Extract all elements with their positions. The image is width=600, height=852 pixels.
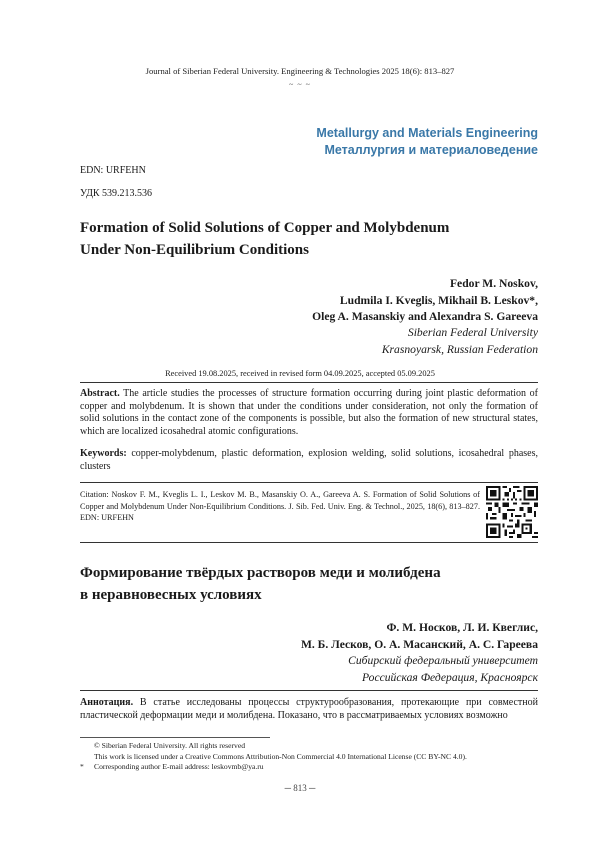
title-ru-line-1: Формирование твёрдых растворов меди и молибдена (80, 565, 441, 581)
keywords-label: Keywords: (80, 448, 127, 459)
footnote-copyright: © Siberian Federal University. All rights reserved (94, 741, 245, 750)
article-title-en (80, 217, 520, 261)
title-en-line-2: Under Non-Equilibrium Conditions (80, 242, 309, 258)
affiliation-ru (348, 653, 538, 686)
abstract-en-text: The article studies the processes of structure formation occurring during joint plastic deformation of copper and molybdenum. It is shown that under the conditions under consideration, not only the formation of solid solutions in the contact zone of the components is possible, but also the formation of new structural states, which are localized icosahedral atomic configurations. (80, 388, 538, 437)
journal-header: Journal of Siberian Federal University. Engineering & Technologies 2025 18(6): 813–827 (145, 66, 455, 76)
authors-ru-line-2: М. Б. Лесков, О. А. Масанский, А. С. Гареева (300, 637, 538, 651)
abstract-en-label: Abstract. (80, 388, 120, 399)
divider-citation (80, 482, 538, 483)
abstract-ru-label: Аннотация. (80, 697, 134, 708)
authors-ru-line-1: Ф. М. Носков, Л. И. Квеглис, (386, 621, 538, 634)
section-title-ru: Металлургия и материаловедение (324, 143, 538, 157)
abstract-ru (80, 697, 538, 722)
title-en-line-1: Formation of Solid Solutions of Copper and Molybdenum (80, 220, 450, 236)
received-dates: Received 19.08.2025, received in revised form 04.09.2025, accepted 05.09.2025 (165, 369, 435, 378)
edn: EDN: URFEHN (80, 165, 146, 176)
citation: Citation: Noskov F. M., Kveglis L. I., Leskov M. B., Masanskiy O. A., Gareeva A. S. Formation of Solid Solutions of Copper and Molybdenum Under Non-Equilibrium Conditions. J. Sib. Fed. Univ. Eng. & Technol., 2025, 18(6), 813–827. EDN: URFEHN (80, 490, 480, 522)
divider-ru (80, 690, 538, 691)
header-ornament: ~ ~ ~ (289, 80, 311, 89)
divider-bottom (80, 542, 538, 543)
affiliation-ru-line-1: Сибирский федеральный университет (348, 654, 538, 667)
authors-en-line-2: Ludmila I. Kveglis, Mikhail B. Leskov*, (339, 293, 538, 307)
footnotes (80, 741, 550, 773)
page-number: ─ 813 ─ (284, 783, 316, 793)
keywords (80, 448, 538, 473)
affiliation-en-line-1: Siberian Federal University (407, 326, 538, 339)
footnote-divider (80, 737, 270, 738)
divider-top (80, 382, 538, 383)
title-ru-line-2: в неравновесных условиях (80, 587, 262, 603)
affiliation-en-line-2: Krasnoyarsk, Russian Federation (381, 342, 538, 356)
authors-en-line-3: Oleg A. Masanskiy and Alexandra S. Gareeva (312, 310, 538, 323)
article-title-ru (80, 562, 540, 606)
footnote-mark: * (80, 762, 84, 771)
abstract-ru-text: В статье исследованы процессы структурообразования, протекающие при совместной пластической деформации меди и молибдена. Показано, что в рассматриваемых условиях возможно (80, 697, 538, 721)
abstract-en (80, 388, 538, 438)
qr-code[interactable] (486, 486, 538, 538)
udk: УДК 539.213.536 (80, 188, 153, 199)
authors-en (312, 276, 538, 326)
footnote-corresponding[interactable]: Corresponding author E-mail address: leskovmb@ya.ru (94, 762, 264, 771)
authors-ru (301, 620, 538, 653)
section-title-en: Metallurgy and Materials Engineering (316, 126, 538, 140)
footnote-license: This work is licensed under a Creative Commons Attribution-Non Commercial 4.0 International License (CC BY-NC 4.0). (94, 751, 467, 761)
keywords-text: copper-molybdenum, plastic deformation, explosion welding, solid solutions, icosahedral phases, clusters (80, 448, 538, 472)
affiliation-en (382, 325, 538, 358)
authors-en-line-1: Fedor M. Noskov, (449, 277, 538, 290)
affiliation-ru-line-2: Российская Федерация, Красноярск (361, 670, 538, 684)
